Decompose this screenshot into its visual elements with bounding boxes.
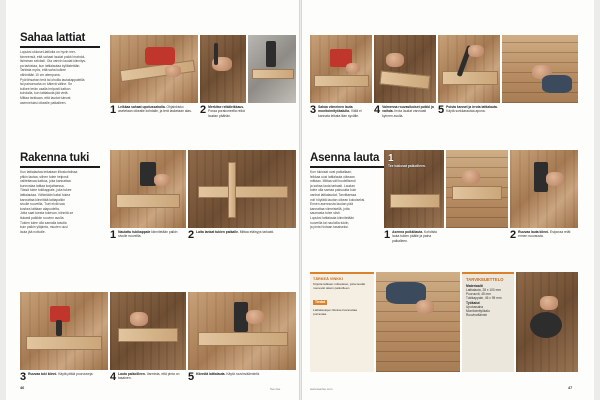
center-gutter [299,0,302,400]
photo-step-5b-floor [502,35,578,103]
caption-top-2: 2 Merkitse reikäleikkaus. Poraa porakoneella reikä laudan päähän. [200,105,245,118]
tip-box [310,272,374,372]
body-text-line: valitettavaa katkoa, joka kannattaa [20,179,71,184]
caption-mid-2: 2 Laita lankat tukien paikalle. Mittaa etäisyys tarkasti. [188,230,275,241]
section-heading-asenna: Asenna lauta [310,152,380,164]
tip-text: Kirjoita lattiaan mittaukset, jotta laudat menevät oikein paikoilleen. [313,282,366,290]
body-text-line: Kun lattialautaa leikataan liitoskohdissa [20,170,78,174]
tools-item: Ruuvinväännin [466,313,488,318]
body-text-line: Jotta saat tuesta tukevan, kiinnitä se [20,211,74,216]
body-text-line: lisimman selvästi. Ota vahvin laudat kiinnitys- [20,59,87,64]
body-text-line: ja pinta hiotaan tasaiseksi. [310,225,349,230]
tools-list-box [462,272,514,372]
page-edge-right [594,0,600,400]
photo-right-sander [516,272,578,372]
body-text-line: tiukasti palkkiin ruuvien avulla. [20,215,65,220]
body-text-line: lattialautaa. Vähintään kaksi tukea [20,192,71,197]
caption-mid-5: 5 Kiinnitä lattialauta. Käytä ruuvinväännintä. [188,372,260,383]
photo-step-1-saw [110,35,198,103]
tools-item: Upotussaha [466,305,484,310]
caption-mid-1: 1 Naulattu tukikappale kiinnitetään palkin sivulle ruuveilla. [110,230,178,241]
body-text-line: kannattaa kiinnittää lattiapalkin [20,197,65,202]
photo-step-5-pry [438,35,500,103]
section-heading-rakenna: Rakenna tuki [20,152,90,164]
body-text-line: kulkee terän osalla helposti katkon [20,86,71,91]
photo-mid-1-support [110,150,186,228]
footer-left-text: Tee itse [270,387,281,391]
footer-right-text: www.teeitse.com [310,387,333,391]
photo-mid-4-board [110,292,186,370]
caption-right-2: 2 Ruuvaa lauta kiinni. Esiporaa reiät ennen ruuvausta. [510,230,571,241]
photo-right-overlay [384,150,444,228]
tip-label: Tiedot [315,300,326,304]
section-rule [20,46,100,48]
body-text-line: Tässä tulee tukikappale, joka tukee [20,188,72,193]
photo-step-3-multitool [310,35,372,103]
body-text-line: pa tarkistaa, kun lattialautaa kyllästetään. [20,63,81,68]
photo-right-2-screw [510,150,578,228]
tools-tools-heading: Työkalut [466,301,480,306]
body-text-line: Lopuksi ukkoset-lattioita on hyvin mer- [20,50,77,54]
tools-item: Monitoimityökalu [466,309,490,314]
page-number-left: 46 [20,386,25,390]
body-text-line: kinneensä, että sahaat laudat poikki mahdol- [20,54,86,59]
caption-top-5: 5 Poista kannet ja irrota lattialauta. Käytä sorkkarautaa apuna. [438,105,498,116]
body-text-line: tai painonsaha on kätevä väline. Se [20,82,73,87]
section-heading-sahaa: Sahaa lattiat [20,32,86,44]
body-text-line: Tukien tulee olla samalla tasolla [20,220,67,225]
body-text-line: voit höylätä laudan oikean kokoiseksi. [310,197,366,202]
caption-top-3: 3 Sahaa viimeinen lauta monitoimityökalulla. Väliä ei kannata leikata liian syvälle. [310,105,362,118]
body-text-line: Pyöröhsahan terä tai ohuilla lautakappaleilla [20,77,85,82]
tools-title: TARVIKEUETTELO [466,277,504,282]
caption-right-1: 1 Asenna poikkilauta. Kohdista lauta tukien päälle ja paina paikalleen. [384,230,437,243]
photo-right-floor [376,272,460,372]
body-text-line: ja sahaa lauta tarkasti. Laudan [310,183,355,188]
body-text-line: saumasta tulee siisti. [310,211,341,216]
asenna-text-column [310,170,382,266]
photo-step-4-cut [374,35,436,103]
tools-materials-heading: Materiaalit [466,284,483,288]
body-text-line: leikkaa uusi lattialauta oikeaan [310,174,355,179]
body-text-line: Ennen asennusta laudan pää [310,202,353,207]
body-text-line: kuin palkin yläpinta, muuten uusi [20,225,68,230]
photo-step-2-mark [200,35,246,103]
intro-text-column [20,50,98,146]
body-text-line: vähintään 10 cm alempana. [20,72,61,77]
body-text-line: kohdalla, kun lattialauta jää vielä. [20,91,69,96]
caption-mid-4: 4 Lauta paikoilleen. Varmista, että pinta on tasainen. [110,372,180,383]
photo-right-1-board [446,150,508,228]
body-text-line: kunnostaa lattiaa korjattaessa. [20,183,65,188]
body-text-line: Lopuksi lattialauta kiinnitetään [310,215,354,220]
section-rule [20,166,100,168]
body-text-line: Mittaa tarkkaan, että laudat tulevat [20,95,71,100]
page-edge-left [0,0,6,400]
body-text-line: lauta jää notkolle. [20,229,46,234]
body-text-line: ruuveilla tai nauloilla tukiin, [310,220,350,225]
tools-item: Lattialauta, 28 x 100 mm [466,288,501,292]
tools-item: Puuruuvit, 45 mm [466,292,491,297]
overlay-caption: 1 Tee tukiosat paikoilleen. [388,153,426,168]
rakenna-text-column [20,170,98,290]
caption-mid-3: 3 Ruuvaa tuki kiinni. Käytä pitkiä puuruuveja. [20,372,94,383]
body-text-line: mittaan. Mittaa väli huolellisesti [310,179,356,184]
body-text-line: asennetuksi oikealle paikalleen. [20,100,67,105]
caption-top-1: 1 Leikkaa sahaat upotussahalla. Ohjainkisko asetetaan oikealle kohdalle, ja terä lasketaan alas. [110,105,192,116]
body-text-line: Tarkista myös, että saha kulkee [20,68,66,73]
tip-title: TÄRKEÄ VINKKI [313,277,343,281]
body-text-line: pitkin lautaa, siihen tulee helposti [20,174,69,179]
body-text-line: tulee olla samaa paksuutta kuin [310,188,357,193]
body-text-line: kannattaa viimeistellä, jotta [310,206,350,211]
photo-mid-2-laths [188,150,296,228]
body-text-line: vanhat lattialaudat. Tarvittaessa [310,192,357,197]
photo-mid-5-screw [188,292,296,370]
page-number-right: 47 [568,386,573,390]
photo-mid-3-drill [20,292,108,370]
photo-step-2b-drill [248,35,296,103]
body-text-line: sivulle ruuveilla. Tuet eivät saa [20,202,65,207]
tools-item: Tukikappale, 45 x 95 mm [466,296,502,301]
body-text-line: koskea lattiaan alapuolelta. [20,206,60,211]
section-rule [310,166,390,168]
caption-top-4: 4 Vaimenna rouvasikoiset poikki ja vaihda. Irrota laudat varovasti kynnen avulla. [374,105,434,118]
body-text-line: Kun tukiosat ovat paikallaan, [310,170,352,174]
tip-text-2: Lattialautojen liitokset kannattaa porrastaa. [313,308,358,316]
